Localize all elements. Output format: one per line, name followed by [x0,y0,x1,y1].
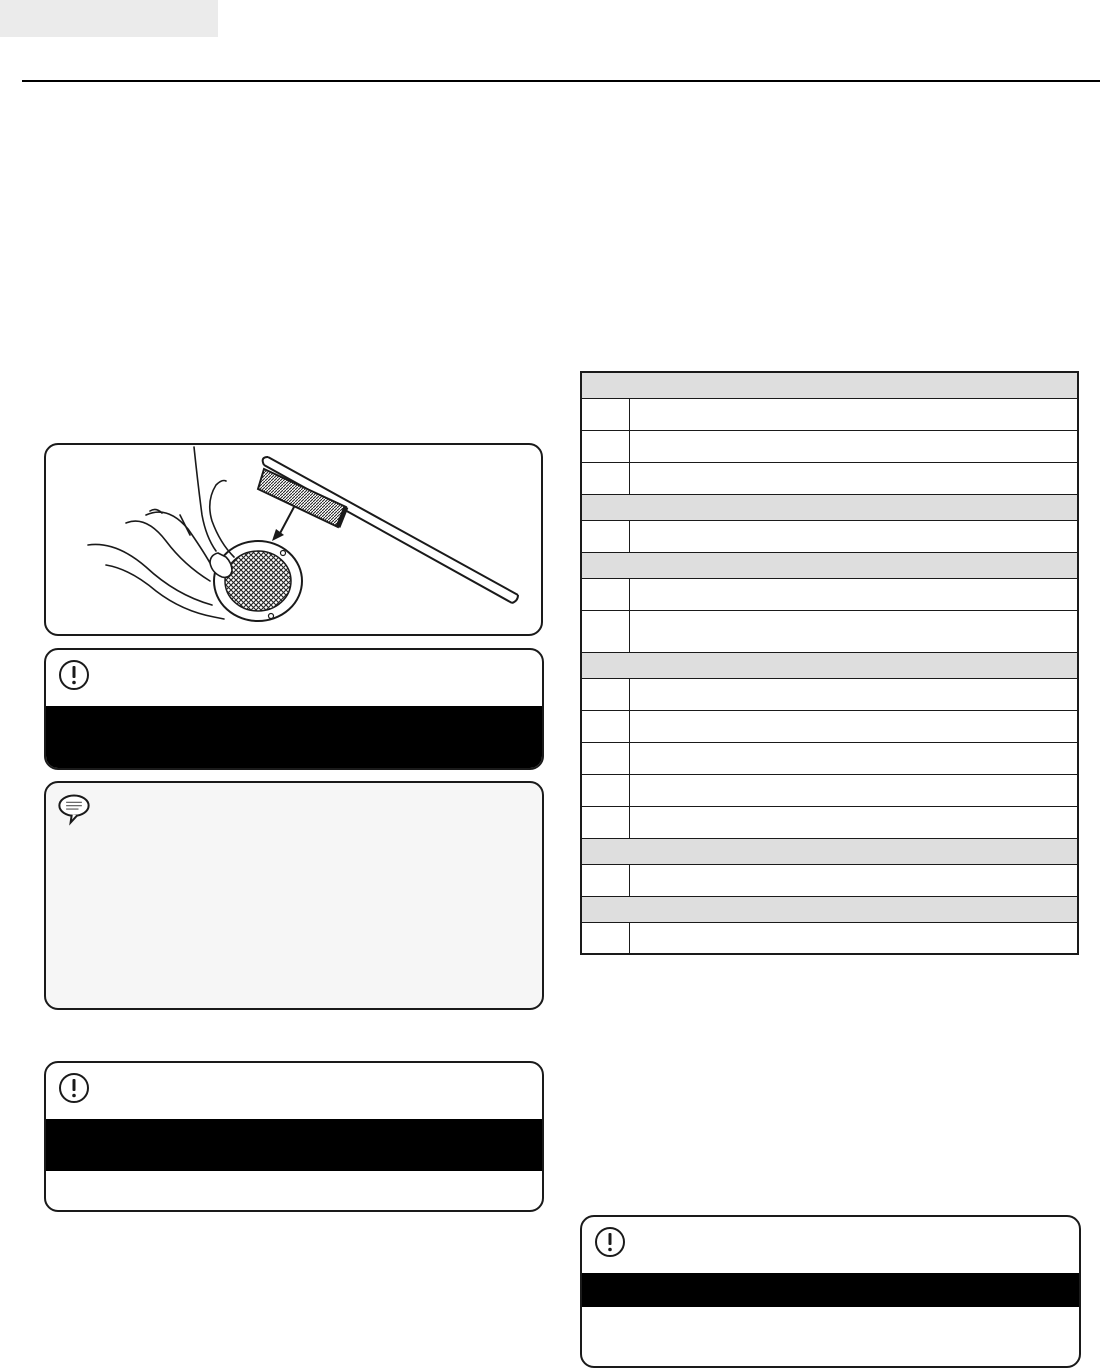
table-section-header [581,494,1078,520]
table-section-header [581,896,1078,922]
header-tab [0,0,218,37]
table-row [581,922,1078,954]
row-text [629,578,1078,610]
table-row [581,578,1078,610]
row-number [581,806,629,838]
table-section-header [581,652,1078,678]
table-row [581,678,1078,710]
table-row [581,520,1078,552]
table-row [581,398,1078,430]
section-label [581,896,1078,922]
row-number [581,710,629,742]
table-row [581,774,1078,806]
table-section-header [581,552,1078,578]
exclamation-circle-icon [594,1226,626,1258]
warning-notice-2 [44,1061,544,1212]
table-row [581,742,1078,774]
row-number [581,774,629,806]
row-number [581,610,629,652]
table-row [581,806,1078,838]
table-section-header [581,372,1078,398]
mesh-filter-icon [214,541,302,621]
warning-text-band [46,1119,542,1171]
row-number [581,462,629,494]
row-text [629,922,1078,954]
table-section-header [581,838,1078,864]
section-label [581,838,1078,864]
row-number [581,578,629,610]
header-divider [22,80,1100,82]
row-text [629,864,1078,896]
warning-notice-3 [580,1215,1081,1368]
filter-cleaning-drawing [46,445,541,634]
section-label [581,652,1078,678]
warning-notice-1 [44,648,544,770]
row-text [629,398,1078,430]
row-text [629,462,1078,494]
filter-cleaning-illustration [44,443,543,636]
table-row [581,462,1078,494]
row-number [581,678,629,710]
section-label [581,494,1078,520]
warning-text-band [46,706,542,770]
row-text [629,806,1078,838]
row-text [629,742,1078,774]
exclamation-circle-icon [58,1072,90,1104]
table-row [581,430,1078,462]
maintenance-schedule-table [580,371,1079,955]
row-text [629,430,1078,462]
row-text [629,678,1078,710]
row-number [581,742,629,774]
row-number [581,864,629,896]
table-row [581,710,1078,742]
row-text [629,710,1078,742]
section-label [581,372,1078,398]
row-number [581,520,629,552]
row-text [629,610,1078,652]
arrow-icon [272,507,294,541]
exclamation-circle-icon [58,659,90,691]
warning-text-band [582,1273,1079,1307]
row-number [581,430,629,462]
speech-bubble-icon [55,791,93,827]
note-box [44,781,544,1010]
row-text [629,774,1078,806]
row-number [581,398,629,430]
table-row [581,864,1078,896]
table-row [581,610,1078,652]
section-label [581,552,1078,578]
row-number [581,922,629,954]
hand-icon [88,447,234,619]
row-text [629,520,1078,552]
